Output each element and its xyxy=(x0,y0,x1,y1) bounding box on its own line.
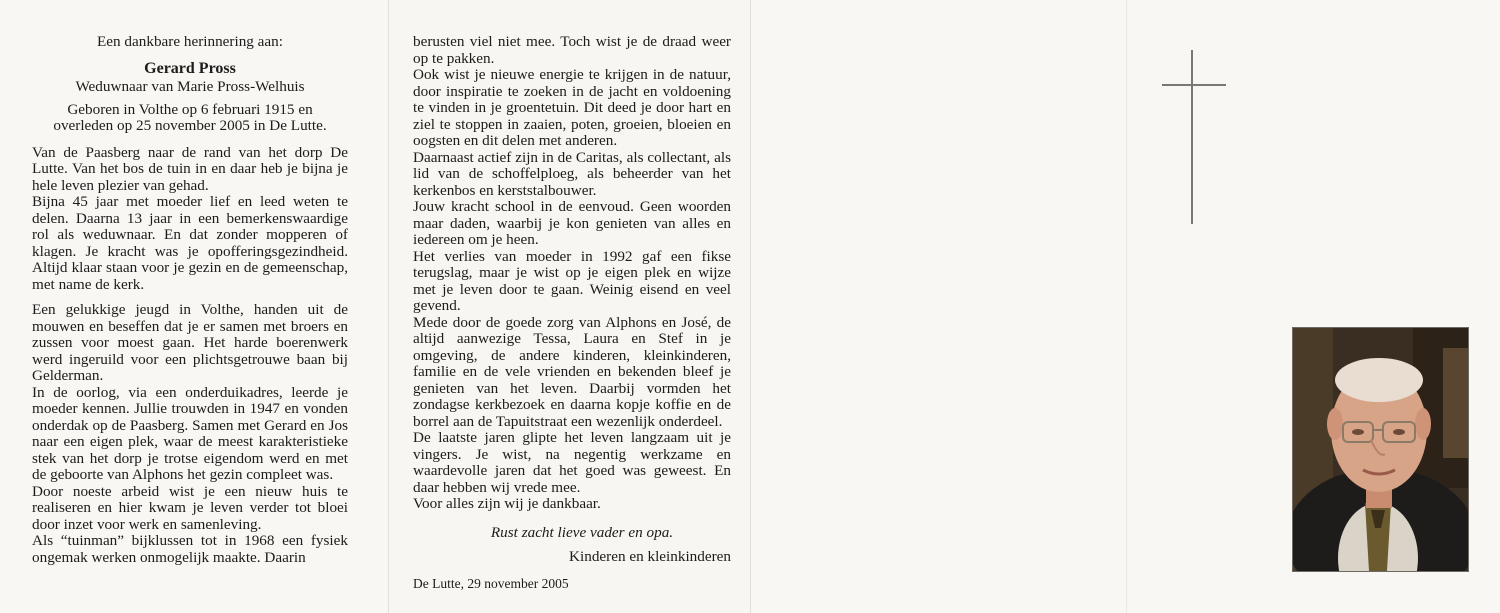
birth-line: Geboren in Volthe op 6 februari 1915 en xyxy=(67,100,313,118)
paragraph: Bijna 45 jaar met moeder lief en leed weten te delen. Daarna 13 jaar in een bemerkenswaardige rol als weduwnaar. En dat zonder mopperen of klagen. Je kracht was je opofferingsgezindheid. Altijd klaar staan voor je gezin en de gemeenschap, met name de kerk. xyxy=(32,193,348,293)
closing-line: Rust zacht lieve vader en opa. xyxy=(490,523,674,541)
paragraph: De laatste jaren glipte het leven langzaam uit je vingers. Je wist, na negentig werkzame en waardevolle jaren dat het goed was geweest. En daar hebben wij vrede mee. xyxy=(413,429,731,496)
paragraph: Daarnaast actief zijn in de Caritas, als collectant, als lid van de schoffelploeg, als beheerder van het kerkenbos en kerststalbouwer. xyxy=(413,148,731,199)
paragraph: Een gelukkige jeugd in Volthe, handen uit de mouwen en beseffen dat je er samen met broers en zussen voor moest gaan. Het harde boerenwerk werd ingeruild voor een plichtsgetrouwe baan bij Gelderman. xyxy=(32,301,348,384)
paragraph: Het verlies van moeder in 1992 gaf een fikse terugslag, maar je wist op je eigen plek en wijze met je leven door te gaan. Weinig eisend en veel gevend. xyxy=(413,247,731,314)
fold-line-left xyxy=(388,0,389,613)
paragraph: berusten viel niet mee. Toch wist je de draad weer op te pakken. xyxy=(413,33,731,67)
paragraph: Mede door de goede zorg van Alphons en José, de altijd aanwezige Tessa, Laura en Stef in je omgeving, de andere kinderen, kleinkinderen, familie en de vele vrienden en bekenden bleef je genieten van het leven. Daarbij vormden het zondagse kerkbezoek en daarna kopje koffie en de borrel aan de Tapuitstraat een wezenlijk onderdeel. xyxy=(413,313,731,430)
text-column-middle xyxy=(413,34,731,592)
cross-icon xyxy=(1162,50,1226,226)
death-line: overleden op 25 november 2005 in De Lutte. xyxy=(53,117,327,134)
fold-line-middle xyxy=(750,0,751,613)
widow-of-line: Weduwnaar van Marie Pross-Welhuis xyxy=(75,78,305,95)
paragraph: Ook wist je nieuwe energie te krijgen in de natuur, door inspiratie te zoeken in de jacht en voldoening te vinden in je groentetuin. Dit deed je door hart en ziel te stoppen in zaaien, poten, groeien, bloeien en oogsten en dit delen met anderen. xyxy=(413,66,731,149)
memorial-portrait xyxy=(1292,327,1469,572)
signature-line: Kinderen en kleinkinderen xyxy=(569,548,731,565)
paragraph: Voor alles zijn wij je dankbaar. xyxy=(413,495,601,512)
intro-line: Een dankbare herinnering aan: xyxy=(97,33,283,50)
paragraph: Als “tuinman” bijklussen tot in 1968 een fysiek ongemak werken onmogelijk maakte. Daarin xyxy=(32,532,348,566)
paragraph: Van de Paasberg naar de rand van het dorp De Lutte. Van het bos de tuin in en daar heb je bijna je hele leven plezier van gehad. xyxy=(32,143,348,194)
text-column-left xyxy=(32,34,348,566)
paragraph: Door noeste arbeid wist je een nieuw huis te realiseren en hier kwam je leven verder tot bloei door inzet voor werk en samenleving. xyxy=(32,482,348,533)
deceased-name: Gerard Pross xyxy=(144,59,236,77)
paragraph: Jouw kracht school in de eenvoud. Geen woorden maar daden, waarbij je kon genieten van alles en iedereen om je heen. xyxy=(413,198,731,248)
fold-line-right xyxy=(1126,0,1127,613)
place-date: De Lutte, 29 november 2005 xyxy=(413,575,569,591)
paragraph: In de oorlog, via een onderduikadres, leerde je moeder kennen. Jullie trouwden in 1947 en vonden onderdak op de Paasberg. Samen met Gerard en Jos naar een eigen plek, waar de meest karakteristieke stek van het dorp je trotse eigendom werd en met de geboorte van Alphons het gezin compleet was. xyxy=(32,383,348,483)
